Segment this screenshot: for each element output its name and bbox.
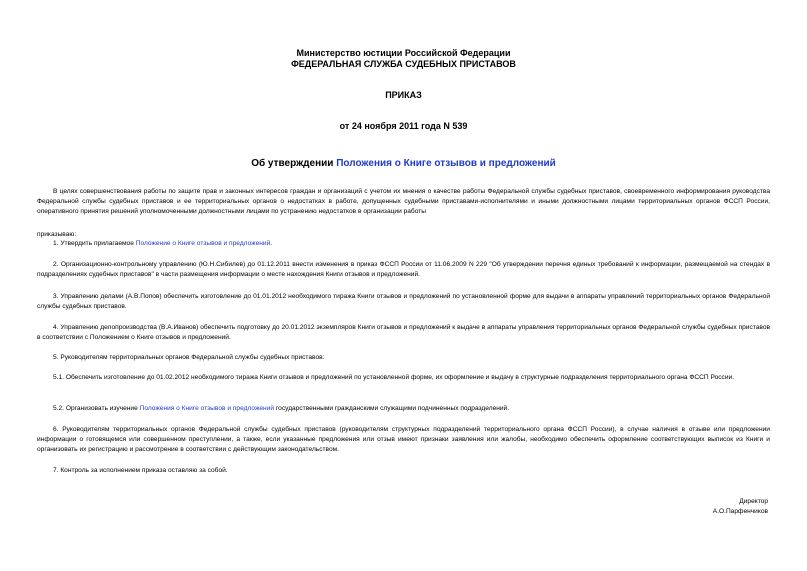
item-5: 5. Руководителям территориальных органов Федеральной службы судебных приставов: xyxy=(53,354,325,361)
item-5-2 xyxy=(37,404,770,414)
item-1 xyxy=(37,239,770,249)
item-4: 4. Управлению делопроизводства (В.А.Иванов) обеспечить подготовку до 20.01.2012 экземпляров Книги отзывов и предложений к выдаче в аппараты управления территориальных органов Федеральной службы судебных приставов в соответствии с Положением о Книге отзывов и предложений. xyxy=(37,324,770,341)
item-5-1: 5.1. Обеспечить изготовление до 01.02.2012 необходимого тиража Книги отзывов и предложений по установленной форме, их оформление и выдачу в структурные подразделения территориального органа ФССП России. xyxy=(53,374,735,381)
item-1-prefix: 1. Утвердить прилагаемое xyxy=(53,240,136,247)
title-prefix: Об утверждении xyxy=(251,158,337,169)
item-3: 3. Управлению делами (А.В.Попов) обеспечить изготовление до 01.01.2012 необходимого тиража Книги отзывов и предложений по установленной форме для выдачи в аппараты управлений территориальных органов Федеральной службы судебных приставов. xyxy=(37,293,770,310)
service-heading: ФЕДЕРАЛЬНАЯ СЛУЖБА СУДЕБНЫХ ПРИСТАВОВ xyxy=(291,59,516,69)
signature-name: А.О.Парфенчиков xyxy=(712,508,768,515)
ministry-heading: Министерство юстиции Российской Федерации xyxy=(296,48,511,58)
item-2: 2. Организационно-контрольному управлению (Ю.Н.Сибилев) до 01.12.2011 внести изменения в приказ ФССП России от 11.06.2009 N 229 "Об утверждении перечня единых требований к информации, размещаемой на стендах в подразделениях судебных приставов" в части размещения информации о месте нахождения Книги отзывов и предложений. xyxy=(37,261,770,278)
item-1-regulation-link[interactable]: Положение о Книге отзывов и предложений xyxy=(135,240,271,247)
item-5-2-suffix: государственными гражданскими служащими подчиненных подразделений. xyxy=(274,405,510,412)
document-date-number: от 24 ноября 2011 года N 539 xyxy=(339,121,468,131)
order-word: приказываю: xyxy=(37,231,77,238)
item-1-suffix: . xyxy=(270,240,273,247)
item-7: 7. Контроль за исполнением приказа оставляю за собой. xyxy=(53,467,228,474)
preamble-paragraph: В целях совершенствования работы по защите прав и законных интересов граждан и организаций с учетом их мнения о качестве работы Федеральной службы судебных приставов, своевременного информирования руководства Федеральной службы судебных приставов и ее территориальных органов о недостатках в работе, допущенных судебными приставами-исполнителями и иными должностными лицами территориальных органов ФССП России, оперативного принятия решений уполномоченными должностными лицами по устранению недостатков в организации работы xyxy=(37,188,770,215)
item-6: 6. Руководителям территориальных органов Федеральной службы судебных приставов (руководителям структурных подразделений территориального органа ФССП России), в случае наличия в отзыве или предложении информации о готовящемся или совершенном преступлении, а также, если указанные предложения или отзыв имеют признаки заявления или жалобы, необходимо обеспечить оформление соответствующих выписок из Книги и организовать их регистрацию и рассмотрение в соответствии с действующим законодательством. xyxy=(37,426,770,453)
document-type: ПРИКАЗ xyxy=(385,90,422,100)
title-regulation-link[interactable]: Положения о Книге отзывов и предложений xyxy=(336,158,556,169)
document-title xyxy=(0,158,807,169)
signature-position: Директор xyxy=(739,498,768,505)
item-5-2-regulation-link[interactable]: Положения о Книге отзывов и предложений xyxy=(139,405,275,412)
item-5-2-prefix: 5.2. Организовать изучение xyxy=(53,405,140,412)
